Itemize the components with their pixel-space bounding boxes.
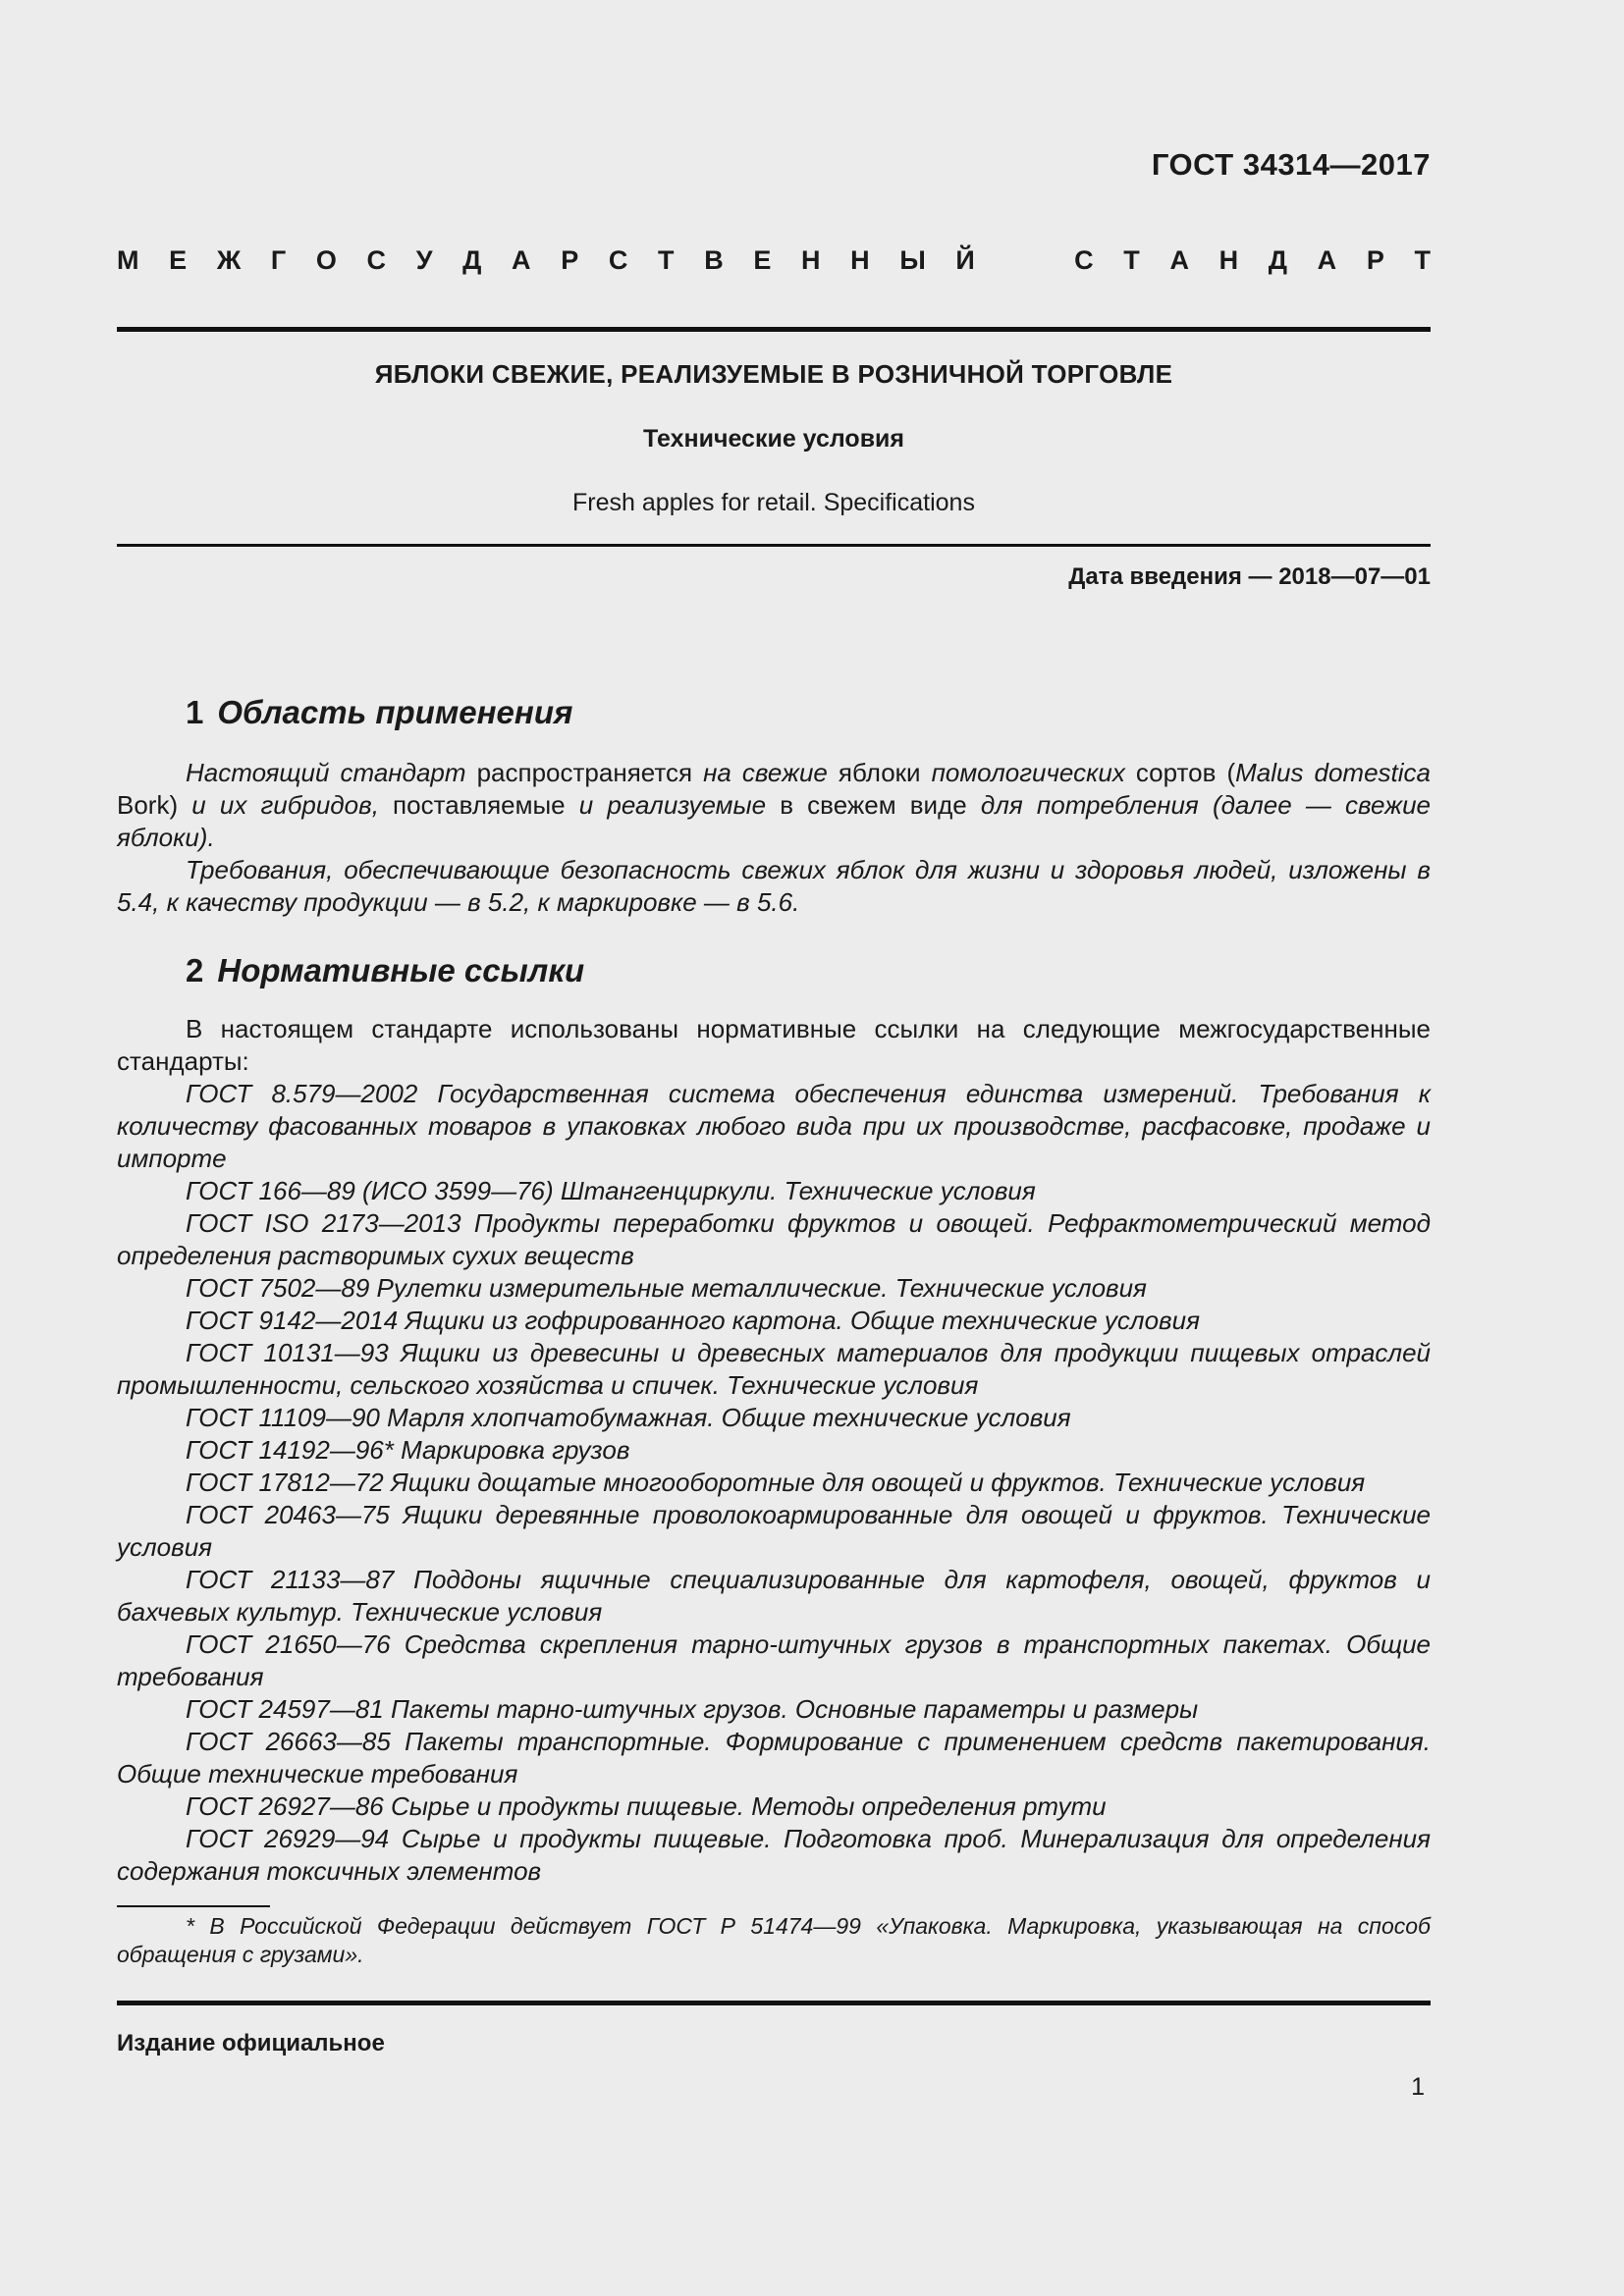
reference-item: ГОСТ 24597—81 Пакеты тарно-штучных грузов. Основные параметры и размеры [186,1694,1199,1724]
scope-text-run: помологических [931,758,1125,787]
header-letter: Т [658,245,675,275]
header-letter: Е [753,245,772,275]
reference-item: ГОСТ 11109—90 Марля хлопчатобумажная. Общие технические условия [186,1403,1071,1432]
reference-item: ГОСТ 14192—96* Маркировка грузов [186,1435,630,1465]
reference-item: ГОСТ 26929—94 Сырье и продукты пищевые. Подготовка проб. Минерализация для определения содержания токсичных элементов [117,1824,1431,1886]
section-number: 1 [186,694,204,730]
header-letter: Д [1268,245,1288,275]
scope-text-run: и их гибридов, [191,790,379,820]
references-intro: В настоящем стандарте использованы нормативные ссылки на следующие межгосударственные стандарты: [117,1014,1431,1076]
references-body [117,1013,1431,1888]
document-title: ЯБЛОКИ СВЕЖИЕ, РЕАЛИЗУЕМЫЕ В РОЗНИЧНОЙ ТОРГОВЛЕ [374,359,1173,389]
header-letter: Р [561,245,579,275]
section-heading-scope [186,694,572,731]
scope-text-run: в свежем виде [766,790,981,820]
header-letter: Н [850,245,870,275]
header-letter: Д [462,245,482,275]
reference-item: ГОСТ 21650—76 Средства скрепления тарно-штучных грузов в транспортных пакетах. Общие требования [117,1629,1431,1691]
header-letter: О [315,245,337,275]
scope-text-run: Bork) [117,790,192,820]
footnote: * В Российской Федерации действует ГОСТ Р 51474—99 «Упаковка. Маркировка, указывающая на способ обращения с грузами». [117,1913,1431,1967]
header-letter: Ы [899,245,926,275]
reference-item: ГОСТ 7502—89 Рулетки измерительные металлические. Технические условия [186,1273,1147,1303]
section-title: Область применения [217,694,573,730]
references-list [117,1078,1431,1888]
header-letter: А [1317,245,1337,275]
reference-item: ГОСТ 20463—75 Ящики деревянные проволокоармированные для овощей и фруктов. Технические условия [117,1500,1431,1562]
header-letter: Ж [216,245,242,275]
scope-text-run: яблоки [827,758,932,787]
header-letter: М [117,245,139,275]
title-rule [117,544,1431,547]
reference-item: ГОСТ 26663—85 Пакеты транспортные. Формирование с применением средств пакетирования. Общие технические требования [117,1727,1431,1789]
reference-item: ГОСТ 8.579—2002 Государственная система обеспечения единства измерений. Требования к количеству фасованных товаров в упаковках любого вида при их производстве, расфасовке, продаже и импорте [117,1079,1431,1173]
header-letter: Н [801,245,821,275]
interstate-standard-header [117,245,1431,276]
scope-text-run: сортов ( [1124,758,1236,787]
scope-text-run: для потребления (далее — свежие яблоки). [117,790,1431,852]
header-letter: С [366,245,387,275]
header-letter: Т [1123,245,1140,275]
header-letter: Р [1366,245,1384,275]
reference-item: ГОСТ 21133—87 Поддоны ящичные специализированные для картофеля, овощей, фруктов и бахчевых культур. Технические условия [117,1565,1431,1627]
introduction-date: Дата введения — 2018—07—01 [1068,563,1431,590]
footer-rule [117,2001,1431,2005]
header-letter: Т [1414,245,1431,275]
reference-item: ГОСТ 166—89 (ИСО 3599—76) Штангенциркули. Технические условия [186,1176,1036,1205]
document-number: ГОСТ 34314—2017 [1151,147,1431,182]
header-letter: В [704,245,724,275]
reference-item: ГОСТ 17812—72 Ящики дощатые многооборотные для овощей и фруктов. Технические условия [186,1468,1366,1497]
header-letter: Й [955,245,975,275]
scope-text-run: поставляемые [378,790,579,820]
header-letter: Г [270,245,287,275]
reference-item: ГОСТ 9142—2014 Ящики из гофрированного картона. Общие технические условия [186,1306,1200,1335]
section-title: Нормативные ссылки [217,952,585,988]
page-number: 1 [1411,2073,1425,2101]
scope-text-run: на свежие [703,758,828,787]
footnote-rule [117,1905,270,1907]
scope-text-run: Malus domestica [1235,758,1431,787]
header-letter: У [415,245,433,275]
document-subtitle: Технические условия [642,425,905,453]
official-edition-label: Издание официальное [117,2030,385,2056]
scope-paragraph [117,757,1431,854]
header-letter: Е [169,245,188,275]
header-letter: А [512,245,531,275]
scope-paragraph-requirements: Требования, обеспечивающие безопасность свежих яблок для жизни и здоровья людей, изложены в 5.4, к качеству продукции — в 5.2, к маркировке — в 5.6. [117,855,1431,917]
header-letter: С [1074,245,1094,275]
section-number: 2 [186,952,204,988]
header-word-gap [1004,245,1044,276]
header-letter: С [608,245,628,275]
scope-text-run: Настоящий стандарт [186,758,466,787]
scope-body [117,757,1431,919]
scope-text-run: распространяется [465,758,704,787]
scope-text-run: и реализуемые [578,790,767,820]
reference-item: ГОСТ 10131—93 Ящики из древесины и древесных материалов для продукции пищевых отраслей промышленности, сельского хозяйства и спичек. Технические условия [117,1338,1431,1400]
header-letter: Н [1218,245,1239,275]
english-title: Fresh apples for retail. Specifications [572,489,975,516]
header-letter: А [1169,245,1189,275]
section-heading-references [186,952,584,989]
reference-item: ГОСТ 26927—86 Сырье и продукты пищевые. Методы определения ртути [186,1791,1107,1821]
reference-item: ГОСТ ISO 2173—2013 Продукты переработки фруктов и овощей. Рефрактометрический метод определения растворимых сухих веществ [117,1208,1431,1270]
header-rule [117,327,1431,332]
